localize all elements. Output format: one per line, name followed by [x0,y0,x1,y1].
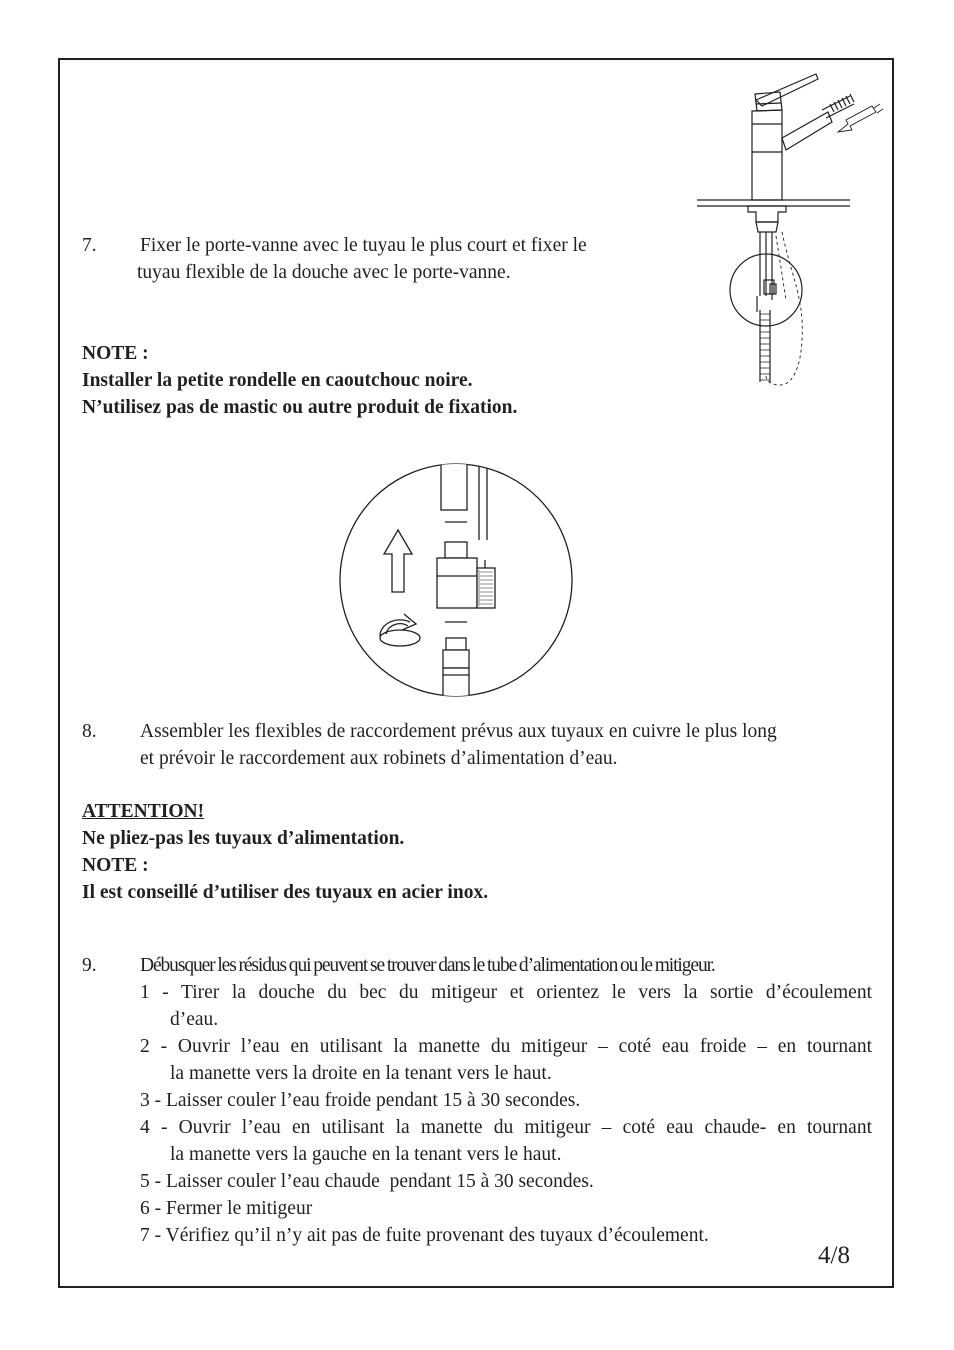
step-9-item-6: 6 - Fermer le mitigeur [140,1198,313,1219]
step-7-line-2: tuyau flexible de la douche avec le porte-vanne. [137,262,511,283]
step-8-number: 8. [82,721,97,742]
step-9-intro: Débusquer les résidus qui peuvent se trouver dans le tube d’alimentation ou le mitigeur. [140,955,715,976]
step-7-number: 7. [82,235,97,256]
step-9-item-1-line-2: d’eau. [170,1009,219,1030]
note-2-title: NOTE : [82,855,149,876]
step-9-item-2-line-2: la manette vers la droite en la tenant vers le haut. [170,1063,552,1084]
step-9-item-2-line-1: 2 - Ouvrir l’eau en utilisant la manette du mitigeur – coté eau froide – en tournant [140,1036,872,1057]
step-8-line-2: et prévoir le raccordement aux robinets d’alimentation d’eau. [140,748,618,769]
step-9-item-1-line-1: 1 - Tirer la douche du bec du mitigeur et orientez le vers la sortie d’écoulement [140,982,872,1003]
step-9-item-5: 5 - Laisser couler l’eau chaude pendant 15 à 30 secondes. [140,1171,594,1192]
step-9-item-4-line-2: la manette vers la gauche en la tenant vers le haut. [170,1144,562,1165]
step-7-line-1: Fixer le porte-vanne avec le tuyau le plus court et fixer le [140,235,587,256]
attention-title: ATTENTION! [82,801,205,822]
step-9-number: 9. [82,955,97,976]
step-9-item-7: 7 - Vérifiez qu’il n’y ait pas de fuite provenant des tuyaux d’écoulement. [140,1225,709,1246]
note-1-line-2: N’utilisez pas de mastic ou autre produit de fixation. [82,397,518,418]
note-2-line-1: Il est conseillé d’utiliser des tuyaux en acier inox. [82,882,489,903]
note-1-line-1: Installer la petite rondelle en caoutchouc noire. [82,370,473,391]
note-1-title: NOTE : [82,343,149,364]
page-number: 4/8 [818,1242,850,1269]
step-9-item-3: 3 - Laisser couler l’eau froide pendant 15 à 30 secondes. [140,1090,581,1111]
step-8-line-1: Assembler les flexibles de raccordement prévus aux tuyaux en cuivre le plus long [140,721,777,742]
step-9-item-4-line-1: 4 - Ouvrir l’eau en utilisant la manette du mitigeur – coté eau chaude- en tournant [140,1117,872,1138]
attention-line-1: Ne pliez-pas les tuyaux d’alimentation. [82,828,405,849]
